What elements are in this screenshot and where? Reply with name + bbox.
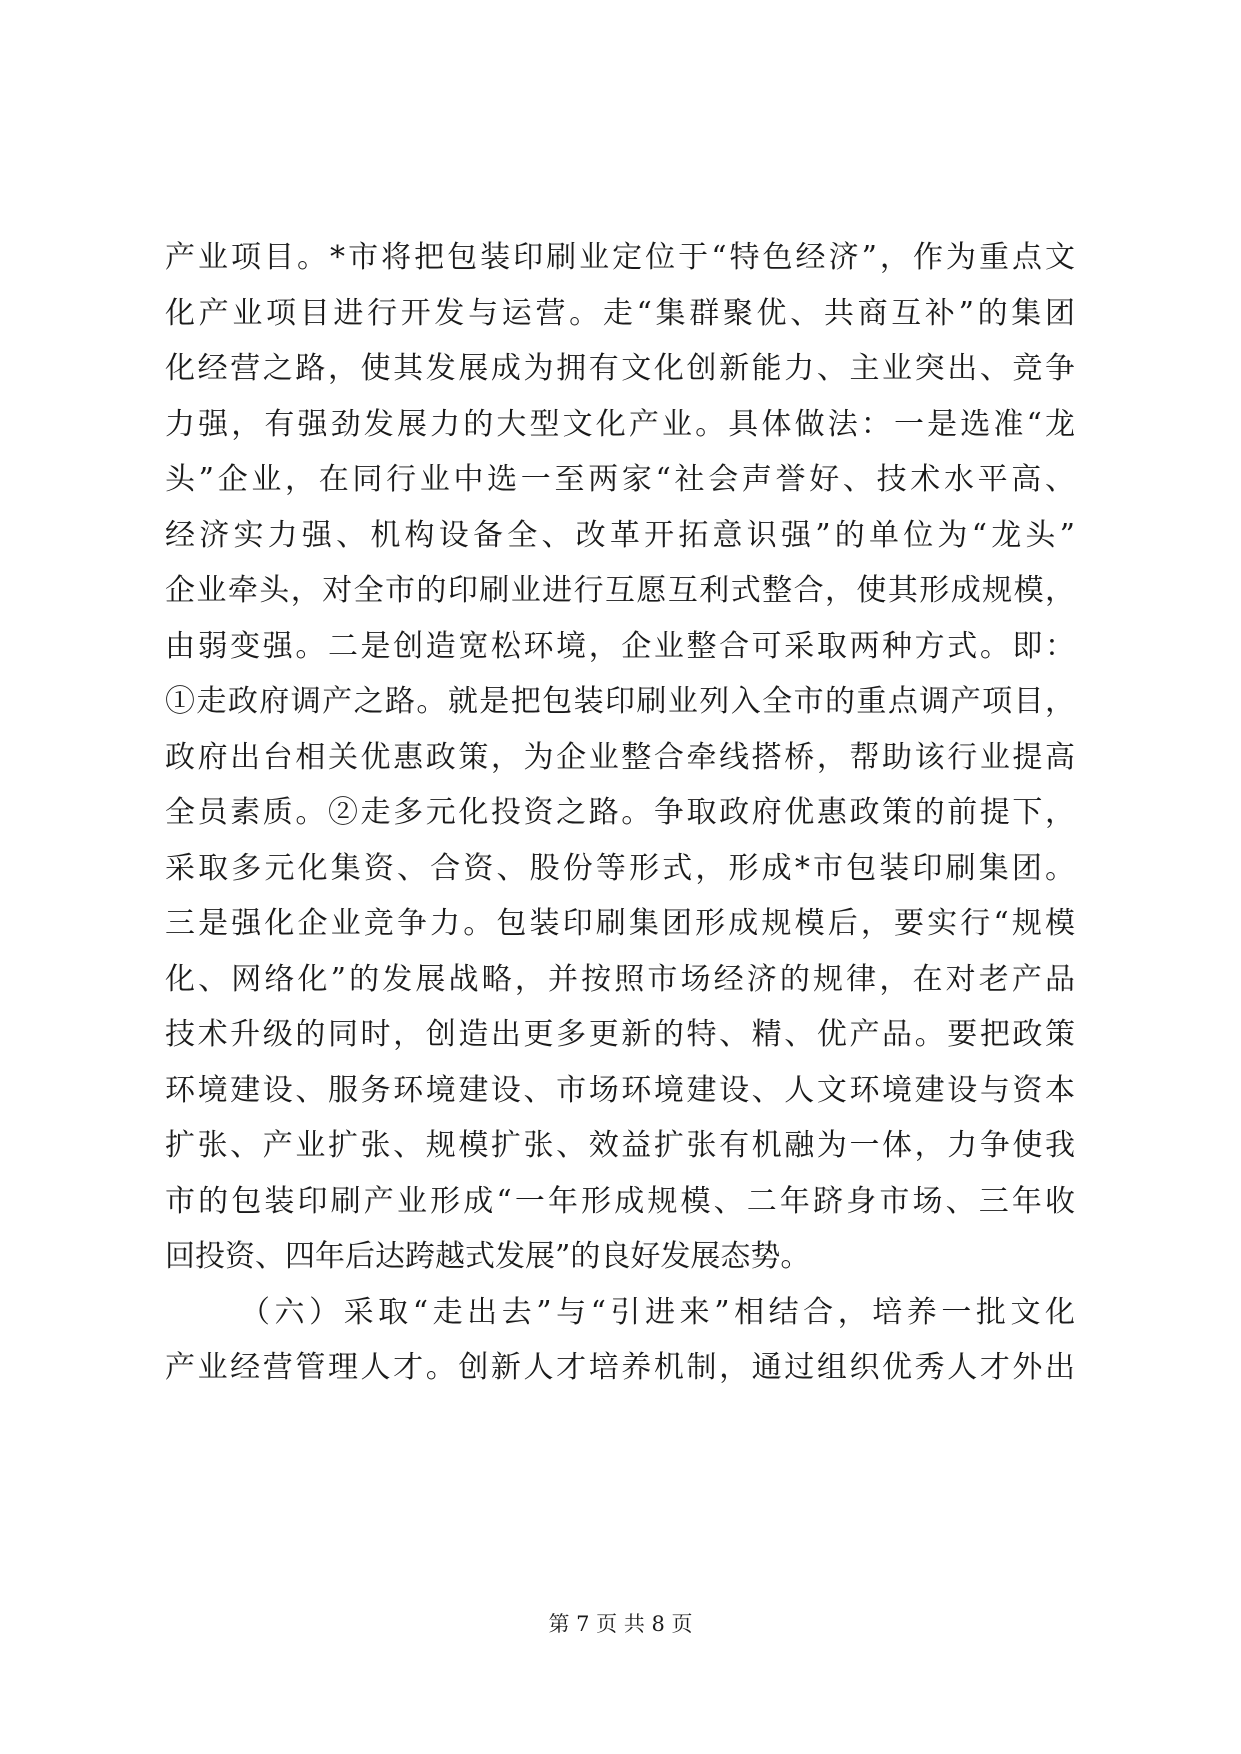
text-line: 化、网络化”的发展战略，并按照市场经济的规律，在对老产品 bbox=[165, 961, 1075, 997]
text-line: 扩张、产业扩张、规模扩张、效益扩张有机融为一体，力争使我 bbox=[165, 1128, 1075, 1163]
paragraph-start-line: （六）采取“走出去”与“引进来”相结合，培养一批文化 bbox=[240, 1294, 1075, 1330]
text-line: 企业牵头，对全市的印刷业进行互愿互利式整合，使其形成规模， bbox=[165, 573, 1075, 608]
text-line: 化经营之路，使其发展成为拥有文化创新能力、主业突出、竞争 bbox=[165, 351, 1075, 386]
text-line: 产业项目。*市将把包装印刷业定位于“特色经济”，作为重点文 bbox=[165, 240, 1075, 275]
text-line: 由弱变强。二是创造宽松环境，企业整合可采取两种方式。即： bbox=[165, 628, 1075, 664]
text-line: 市的包装印刷产业形成“一年形成规模、二年跻身市场、三年收 bbox=[165, 1183, 1075, 1219]
text-line: 回投资、四年后达跨越式发展”的良好发展态势。 bbox=[165, 1239, 811, 1274]
text-line: 力强，有强劲发展力的大型文化产业。具体做法：一是选准“龙 bbox=[165, 406, 1075, 442]
text-line: 政府出台相关优惠政策，为企业整合牵线搭桥，帮助该行业提高 bbox=[165, 739, 1075, 775]
text-line: 化产业项目进行开发与运营。走“集群聚优、共商互补”的集团 bbox=[165, 295, 1075, 331]
text-line: ①走政府调产之路。就是把包装印刷业列入全市的重点调产项目， bbox=[165, 684, 1075, 719]
text-line: 产业经营管理人才。创新人才培养机制，通过组织优秀人才外出 bbox=[165, 1350, 1075, 1385]
page-number-footer: 第 7 页 共 8 页 bbox=[548, 1612, 693, 1636]
body-text bbox=[165, 230, 1075, 1396]
text-line: 技术升级的同时，创造出更多更新的特、精、优产品。要把政策 bbox=[165, 1017, 1075, 1052]
text-line: 采取多元化集资、合资、股份等形式，形成*市包装印刷集团。 bbox=[165, 850, 1075, 886]
text-line: 全员素质。②走多元化投资之路。争取政府优惠政策的前提下， bbox=[165, 795, 1075, 830]
text-line: 环境建设、服务环境建设、市场环境建设、人文环境建设与资本 bbox=[165, 1072, 1075, 1108]
text-line: 经济实力强、机构设备全、改革开拓意识强”的单位为“龙头” bbox=[165, 517, 1075, 553]
text-line: 三是强化企业竞争力。包装印刷集团形成规模后，要实行“规模 bbox=[165, 906, 1075, 941]
text-line: 头”企业，在同行业中选一至两家“社会声誉好、技术水平高、 bbox=[165, 462, 1075, 497]
